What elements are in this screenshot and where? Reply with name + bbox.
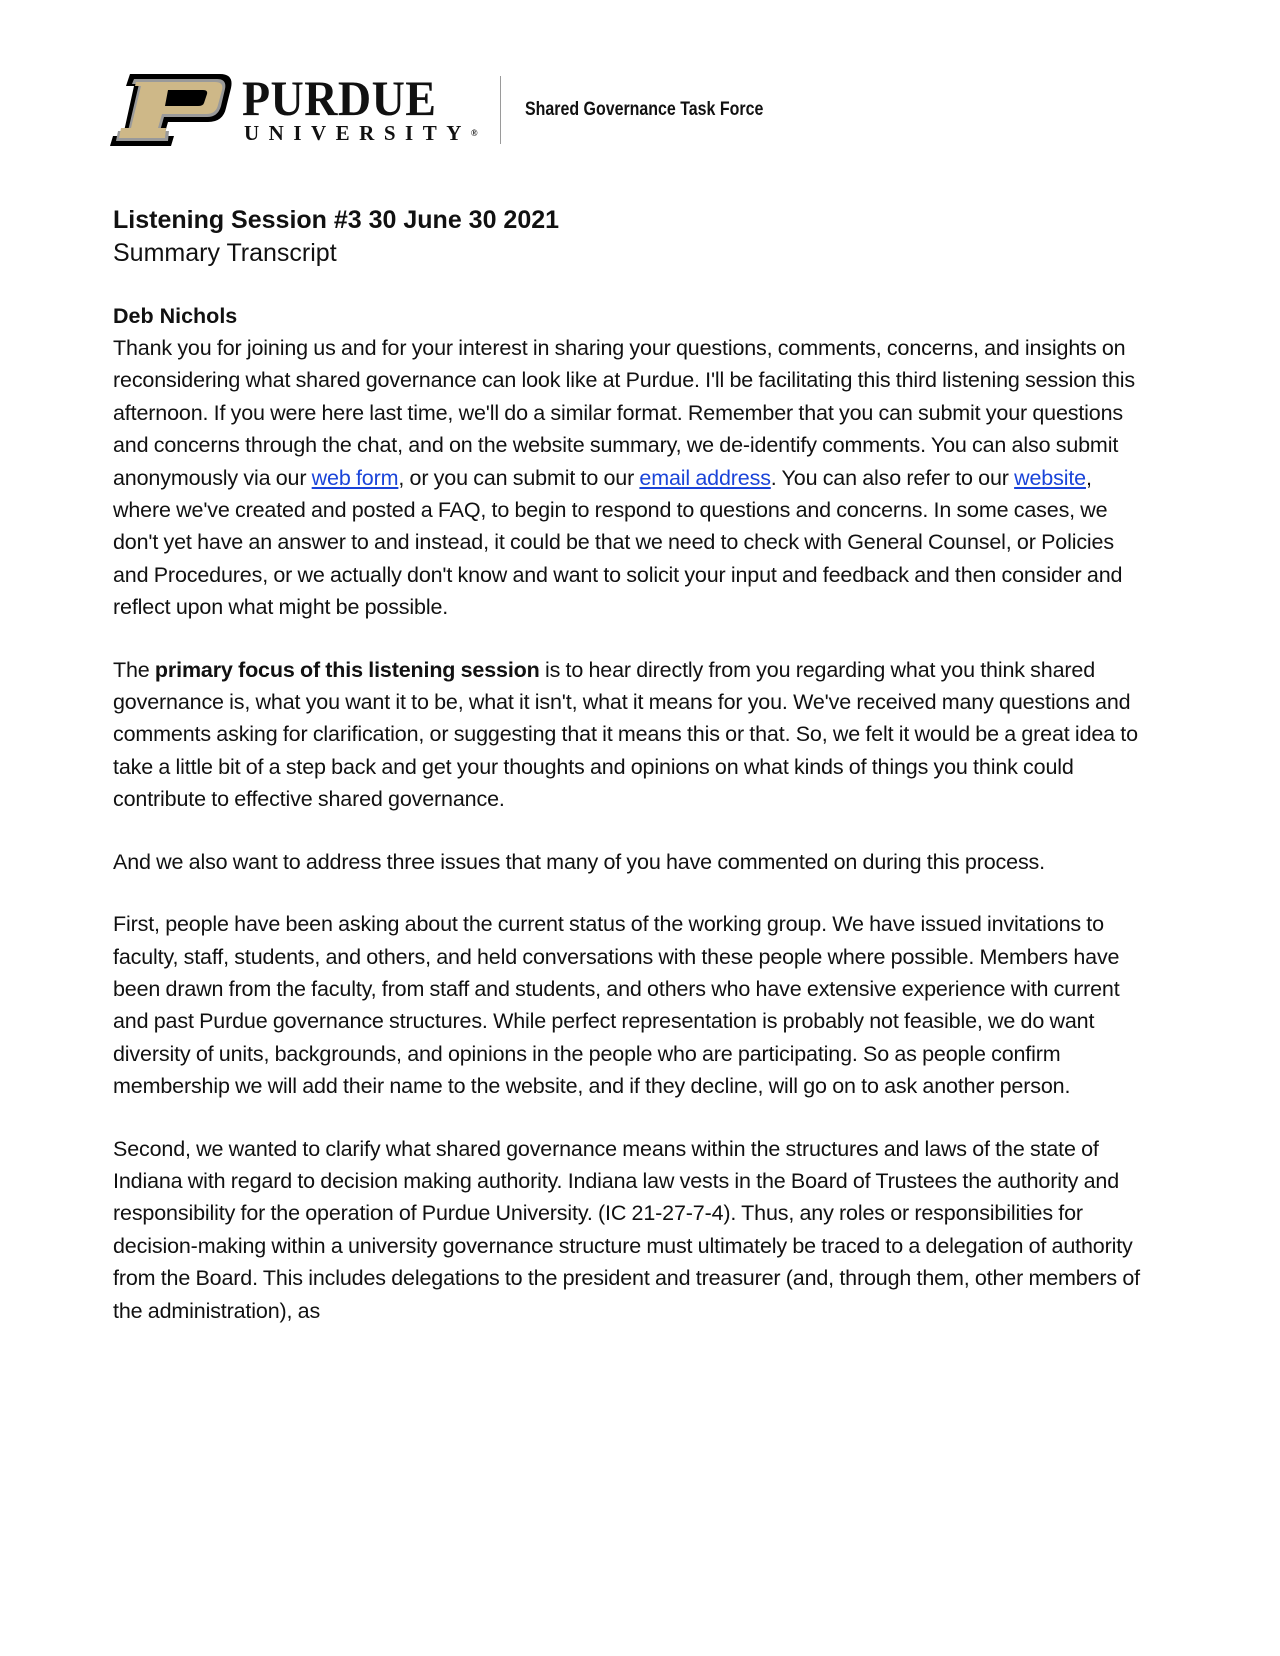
document-title: Listening Session #3 30 June 30 2021 xyxy=(113,206,560,234)
paragraph-intro xyxy=(113,332,1153,624)
wordmark-university-text: UNIVERSITY xyxy=(244,121,471,145)
text: is to hear directly from you regarding what you think shared governance is, what you want it to be, what it isn't, what it means for you. We've received many questions and comments asking for clarification, or suggesting that it means this or that. So, we felt it would be a great idea to take a little bit of a step back and get your thoughts and opinions on what kinds of things you think could contribute to effective shared governance. xyxy=(113,657,1138,812)
document-body xyxy=(113,204,1153,1357)
paragraph-working-group: First, people have been asking about the current status of the working group. We have issued invitations to faculty, staff, students, and others, and held conversations with these people where possible. Members have been drawn from the faculty, from staff and students, and others who have extensive experience with current and past Purdue governance structures. While perfect representation is probably not feasible, we do want diversity of units, backgrounds, and opinions in the people who are participating. So as people confirm membership we will add their name to the website, and if they decline, will go on to ask another person. xyxy=(113,912,1120,1099)
text: , or you can submit to our xyxy=(398,465,640,490)
page-header xyxy=(108,70,809,150)
web-form-link[interactable]: web form xyxy=(311,465,399,490)
text: Thank you for joining us and for your interest in sharing your questions, comments, concerns, and insights on reconsidering what shared governance can look like at Purdue. I'll be facilitating this third listening session this afternoon. If you were here last time, we'll do a similar format. Remember that you can submit your questions and concerns through the chat, and on the website summary, we de-identify comments. You can also submit anonymously via our xyxy=(113,336,1136,490)
text: The xyxy=(113,657,155,682)
email-address-link[interactable]: email address xyxy=(639,465,771,490)
website-link[interactable]: website xyxy=(1014,465,1086,490)
emphasis-primary-focus: primary focus of this listening session xyxy=(154,657,540,682)
paragraph-three-issues: And we also want to address three issues that many of you have commented on during this process. xyxy=(113,849,1045,874)
text: , where we've created and posted a FAQ, to begin to respond to questions and concerns. In some cases, we don't yet have an answer to and instead, it could be that we need to check with General Counsel, or Policies and Procedures, or we actually don't know and want to solicit your input and feedback and then consider and reflect upon what might be possible. xyxy=(113,465,1123,620)
paragraph-decision-authority: Second, we wanted to clarify what shared governance means within the structures and laws of the state of Indiana with regard to decision making authority. Indiana law vests in the Board of Trustees the authority and responsibility for the operation of Purdue University. (IC 21-27-7-4). Thus, any roles or responsibilities for decision-making within a university governance structure must ultimately be traced to a delegation of authority from the Board. This includes delegations to the president and treasurer (and, through them, other members of the administration), as xyxy=(113,1136,1140,1323)
purdue-wordmark xyxy=(242,70,478,145)
paragraph-primary-focus xyxy=(113,654,1153,816)
header-divider xyxy=(500,76,502,144)
document-subtitle: Summary Transcript xyxy=(113,239,337,267)
task-force-title: Shared Governance Task Force xyxy=(525,99,764,120)
purdue-p-logo-icon xyxy=(108,72,234,148)
registered-mark: ® xyxy=(470,128,478,138)
text: . You can also refer to our xyxy=(770,465,1015,490)
wordmark-purdue: PURDUE xyxy=(242,70,437,126)
speaker-name: Deb Nichols xyxy=(113,304,238,328)
